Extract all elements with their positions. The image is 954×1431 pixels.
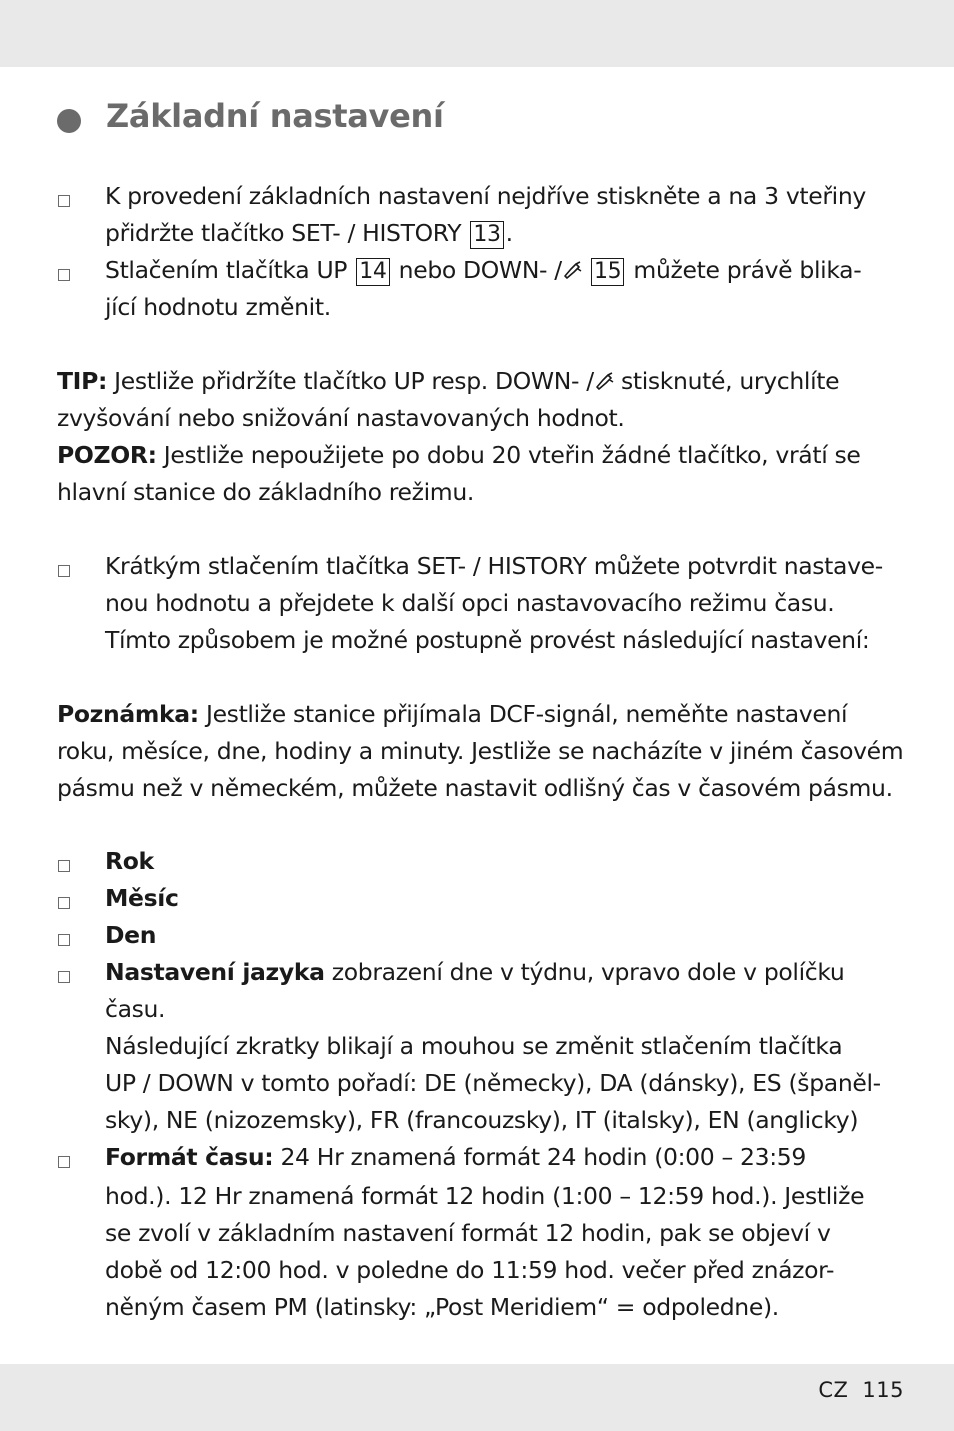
footer-language: CZ — [818, 1378, 849, 1402]
reference-number: 15 — [591, 258, 624, 286]
note-line: Poznámka: Jestliže stanice přijímala DCF-signál, neměňte nastavení — [57, 700, 848, 728]
paragraph-line: nou hodnotu a přejdete k další opci nastavovacího režimu času. — [105, 589, 835, 617]
paragraph-line: něným časem PM (latinsky: „Post Meridiem“ = odpoledne). — [105, 1293, 779, 1321]
footer-band — [0, 1364, 954, 1431]
checkbox-bullet-icon — [58, 565, 70, 577]
paragraph-line: času. — [105, 995, 166, 1023]
note-line: roku, měsíce, dne, hodiny a minuty. Jestliže se nacházíte v jiném časovém — [57, 737, 904, 765]
paragraph-line: době od 12:00 hod. v poledne do 11:59 hod. večer před znázor- — [105, 1256, 835, 1284]
note-line: pásmu než v německém, můžete nastavit odlišný čas v časovém pásmu. — [57, 774, 893, 802]
paragraph-line: jící hodnotu změnit. — [105, 293, 331, 321]
checkbox-bullet-icon — [58, 195, 70, 207]
checkbox-bullet-icon — [58, 897, 70, 909]
list-item: Nastavení jazyka zobrazení dne v týdnu, vpravo dole v políčku — [105, 958, 845, 986]
snooze-light-icon — [562, 260, 582, 280]
header-band — [0, 0, 954, 67]
checkbox-bullet-icon — [58, 934, 70, 946]
heading-bullet-icon — [57, 109, 81, 133]
paragraph-line: se zvolí v základním nastavení formát 12 hodin, pak se objeví v — [105, 1219, 831, 1247]
page-footer — [818, 1378, 904, 1402]
paragraph-line: Tímto způsobem je možné postupně provést následující nastavení: — [105, 626, 870, 654]
list-item: Den — [105, 921, 157, 949]
paragraph-line: Následující zkratky blikají a mouhou se změnit stlačením tlačítka — [105, 1032, 843, 1060]
paragraph-line: K provedení základních nastavení nejdříve stiskněte a na 3 vteřiny — [105, 182, 866, 210]
tip-line: zvyšování nebo snižování nastavovaných hodnot. — [57, 404, 625, 432]
paragraph-line: přidržte tlačítko SET- / HISTORY 13 . — [105, 219, 513, 247]
checkbox-bullet-icon — [58, 971, 70, 983]
checkbox-bullet-icon — [58, 860, 70, 872]
paragraph-line: sky), NE (nizozemsky), FR (francouzsky), IT (italsky), EN (anglicky) — [105, 1106, 859, 1134]
paragraph-line: UP / DOWN v tomto pořadí: DE (německy), DA (dánsky), ES (španěl- — [105, 1069, 881, 1097]
paragraph-line: Krátkým stlačením tlačítka SET- / HISTORY můžete potvrdit nastave- — [105, 552, 883, 580]
list-item: Formát času: 24 Hr znamená formát 24 hodin (0:00 – 23:59 — [105, 1143, 806, 1171]
warning-line: hlavní stanice do základního režimu. — [57, 478, 474, 506]
paragraph-line: hod.). 12 Hr znamená formát 12 hodin (1:00 – 12:59 hod.). Jestliže — [105, 1182, 865, 1210]
tip-line: TIP: Jestliže přidržíte tlačítko UP resp. DOWN- / stisknuté, urychlíte — [57, 367, 840, 395]
list-item: Měsíc — [105, 884, 179, 912]
list-item: Rok — [105, 847, 154, 875]
page-title: Základní nastavení — [106, 97, 444, 135]
warning-line: POZOR: Jestliže nepoužijete po dobu 20 vteřin žádné tlačítko, vrátí se — [57, 441, 861, 469]
snooze-light-icon — [594, 371, 614, 391]
checkbox-bullet-icon — [58, 1156, 70, 1168]
reference-number: 13 — [470, 221, 503, 249]
page-number: 115 — [862, 1378, 904, 1402]
paragraph-line: Stlačením tlačítka UP 14 nebo DOWN- / 15 můžete právě blika- — [105, 256, 862, 284]
reference-number: 14 — [356, 258, 389, 286]
checkbox-bullet-icon — [58, 269, 70, 281]
